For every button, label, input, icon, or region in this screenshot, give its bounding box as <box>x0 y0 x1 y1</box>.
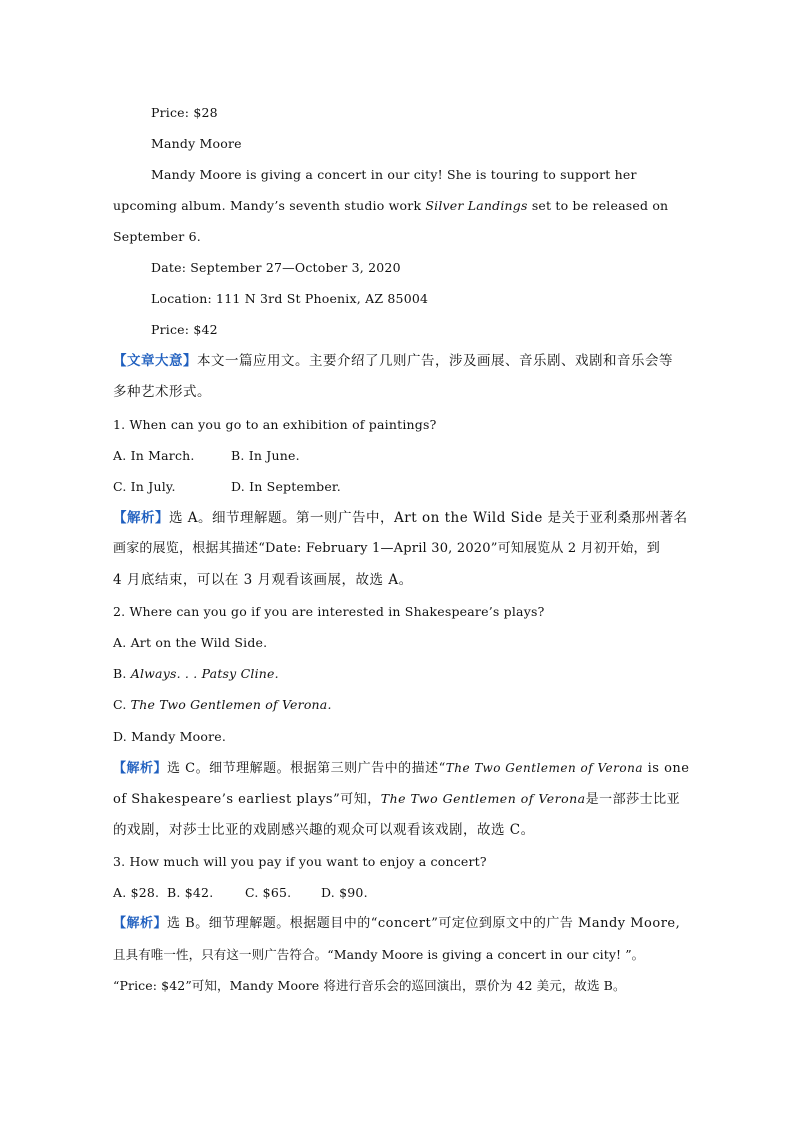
album-title: Silver Landings <box>425 198 528 213</box>
q1-option-b: B. In June. <box>231 448 300 463</box>
q3-options <box>113 884 683 902</box>
ad-desc-line-1: Mandy Moore is giving a concert in our city! She is touring to support her <box>151 167 637 182</box>
q3-stem: 3. How much will you pay if you want to enjoy a concert? <box>113 854 487 869</box>
q3-explanation-line-3: “Price: $42”可知，Mandy Moore 将进行音乐会的巡回演出，票价为 42 美元，故选 B。 <box>113 978 626 993</box>
q1-options-row-1 <box>113 447 683 465</box>
q1-explanation-line-3: 4 月底结束，可以在 3 月观看该画展，故选 A。 <box>113 572 413 588</box>
ad-desc-line-3: September 6. <box>113 229 201 244</box>
prev-ad-price: Price: $28 <box>151 105 218 120</box>
ad-date: Date: September 27—October 3, 2020 <box>151 260 401 275</box>
q1-explanation-line-1: 【解析】选 A。细节理解题。第一则广告中，Art on the Wild Side 是关于亚利桑那州著名 <box>113 510 688 526</box>
q2-option-d: D. Mandy Moore. <box>113 729 227 744</box>
q3-option-c: C. $65. <box>245 885 292 900</box>
ad-location: Location: 111 N 3rd St Phoenix, AZ 85004 <box>151 291 429 306</box>
q2-explanation-line-2: of Shakespeare’s earliest plays”可知，The Two Gentlemen of Verona是一部莎士比亚 <box>113 791 681 807</box>
q2-explanation-line-1: 【解析】选 C。细节理解题。根据第三则广告中的描述“The Two Gentlemen of Verona is one <box>113 761 690 776</box>
q1-option-a: A. In March. <box>113 448 195 463</box>
q3-explanation-line-2: 且具有唯一性，只有这一则广告符合。“Mandy Moore is giving a concert in our city! ”。 <box>113 947 645 962</box>
q3-option-a: A. $28. <box>113 885 160 900</box>
q2-option-a: A. Art on the Wild Side. <box>113 635 268 650</box>
ad-title: Mandy Moore <box>151 136 242 151</box>
ad-price: Price: $42 <box>151 322 218 337</box>
q2-stem: 2. Where can you go if you are interested in Shakespeare’s plays? <box>113 604 545 619</box>
q2-option-b: B. Always. . . Patsy Cline. <box>113 666 279 681</box>
q2-explanation-tag: 【解析】 <box>113 761 168 776</box>
q1-explanation-tag: 【解析】 <box>113 510 169 526</box>
q2-explanation-line-3: 的戏剧，对莎士比亚的戏剧感兴趣的观众可以观看该戏剧，故选 C。 <box>113 822 535 838</box>
ad-desc-line-2: upcoming album. Mandy’s seventh studio work Silver Landings set to be released on <box>113 198 669 213</box>
q1-options-row-2 <box>113 478 683 496</box>
q1-option-c: C. In July. <box>113 479 176 494</box>
q3-option-b: B. $42. <box>167 885 214 900</box>
q3-option-d: D. $90. <box>321 885 368 900</box>
q3-explanation-tag: 【解析】 <box>113 916 168 931</box>
summary-tag: 【文章大意】 <box>113 353 197 369</box>
q1-stem: 1. When can you go to an exhibition of paintings? <box>113 417 437 432</box>
q2-option-c: C. The Two Gentlemen of Verona. <box>113 697 332 712</box>
summary-line-1: 【文章大意】本文一篇应用文。主要介绍了几则广告，涉及画展、音乐剧、戏剧和音乐会等 <box>113 353 673 369</box>
q3-explanation-line-1: 【解析】选 B。细节理解题。根据题目中的“concert”可定位到原文中的广告 Mandy Moore, <box>113 916 681 931</box>
summary-line-2: 多种艺术形式。 <box>113 384 211 400</box>
q1-option-d: D. In September. <box>231 479 341 494</box>
q1-explanation-line-2: 画家的展览，根据其描述“Date: February 1—April 30, 2020”可知展览从 2 月初开始，到 <box>113 541 660 556</box>
